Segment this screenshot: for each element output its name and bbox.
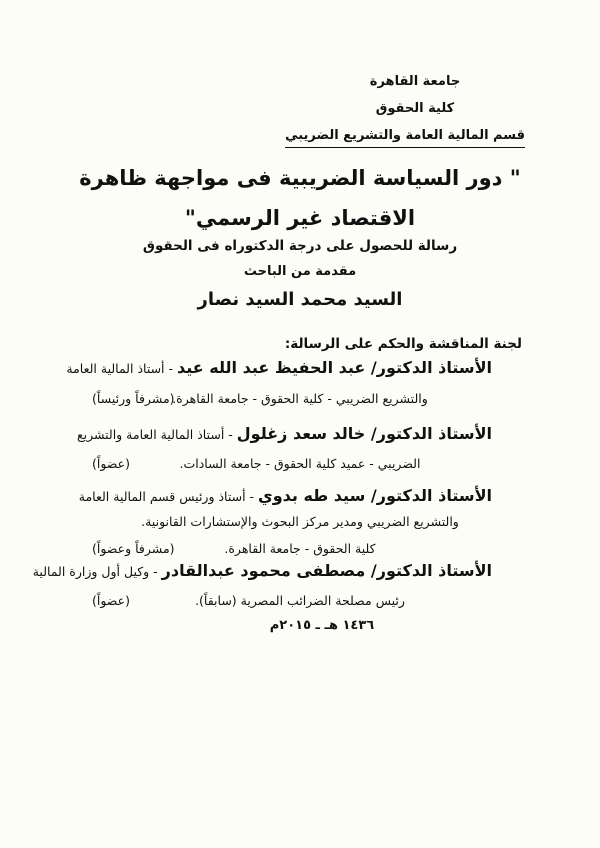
committee-member-2-role: (عضواً)	[92, 456, 130, 471]
committee-member-3-role: (مشرفاً وعضواً)	[92, 541, 175, 556]
committee-member-1-title-start: - أستاذ المالية العامة	[66, 361, 177, 376]
committee-member-1-role: (مشرفاً ورئيساً)	[92, 391, 175, 406]
department-name-underlined: قسم المالية العامة والتشريع الضريبي	[285, 128, 525, 148]
committee-member-3-affiliation-line	[0, 541, 600, 556]
committee-member-4-role: (عضواً)	[92, 593, 130, 608]
committee-member-2-title-cont: الضريبي - عميد كلية الحقوق - جامعة السادات.	[179, 456, 421, 471]
hijri-gregorian-date: ١٤٣٦ هـ ـ ٢٠١٥م	[269, 618, 375, 633]
committee-member-3-title-cont: والتشريع الضريبي ومدير مركز البحوث والإستشارات القانونية.	[141, 514, 459, 529]
committee-member-1-title-line	[0, 391, 600, 406]
institution-header	[285, 74, 525, 159]
committee-member-2-name: الأستاذ الدكتور/ خالد سعد زغلول	[236, 424, 492, 443]
university-name: جامعة القاهرة	[369, 74, 461, 89]
committee-member-2-title-line	[0, 456, 600, 471]
faculty-name: كلية الحقوق	[375, 101, 455, 116]
thesis-title-line2: الاقتصاد غير الرسمي"	[184, 206, 416, 230]
committee-member-1-title-cont: والتشريع الضريبي - كلية الحقوق - جامعة القاهرة.	[172, 391, 428, 406]
committee-member-4-title-line	[0, 593, 600, 608]
author-name: السيد محمد السيد نصار	[197, 289, 403, 310]
committee-member-4-title-start: - وكيل أول وزارة المالية	[32, 564, 162, 579]
committee-heading: لجنة المناقشة والحكم على الرسالة:	[284, 336, 522, 352]
presented-by-label: مقدمة من الباحث	[243, 264, 357, 279]
degree-statement: رسالة للحصول على درجة الدكتوراه فى الحقوق	[142, 238, 458, 254]
thesis-title	[40, 158, 560, 238]
committee-member-2-title-start: - أستاذ المالية العامة والتشريع	[76, 427, 237, 442]
committee-member-3-name: الأستاذ الدكتور/ سيد طه بدوي	[258, 486, 492, 505]
committee-member-3-title-start: - أستاذ ورئيس قسم المالية العامة	[78, 489, 259, 504]
committee-member-4-name-line	[20, 561, 492, 580]
thesis-title-line1: " دور السياسة الضريبية فى مواجهة ظاهرة	[79, 166, 521, 190]
committee-member-1-name: الأستاذ الدكتور/ عبد الحفيظ عبد الله عيد	[177, 358, 492, 377]
committee-member-2-name-line	[20, 424, 492, 443]
committee-member-3-affiliation: كلية الحقوق - جامعة القاهرة.	[224, 541, 376, 556]
department-name	[285, 128, 525, 148]
committee-member-1-name-line	[20, 358, 492, 377]
committee-member-3-name-line	[20, 486, 492, 505]
committee-member-3-title-line	[0, 514, 600, 529]
committee-member-4-title-cont: رئيس مصلحة الضرائب المصرية (سابقاً).	[195, 593, 405, 608]
committee-member-4-name: الأستاذ الدكتور/ مصطفى محمود عبدالقادر	[161, 561, 492, 580]
